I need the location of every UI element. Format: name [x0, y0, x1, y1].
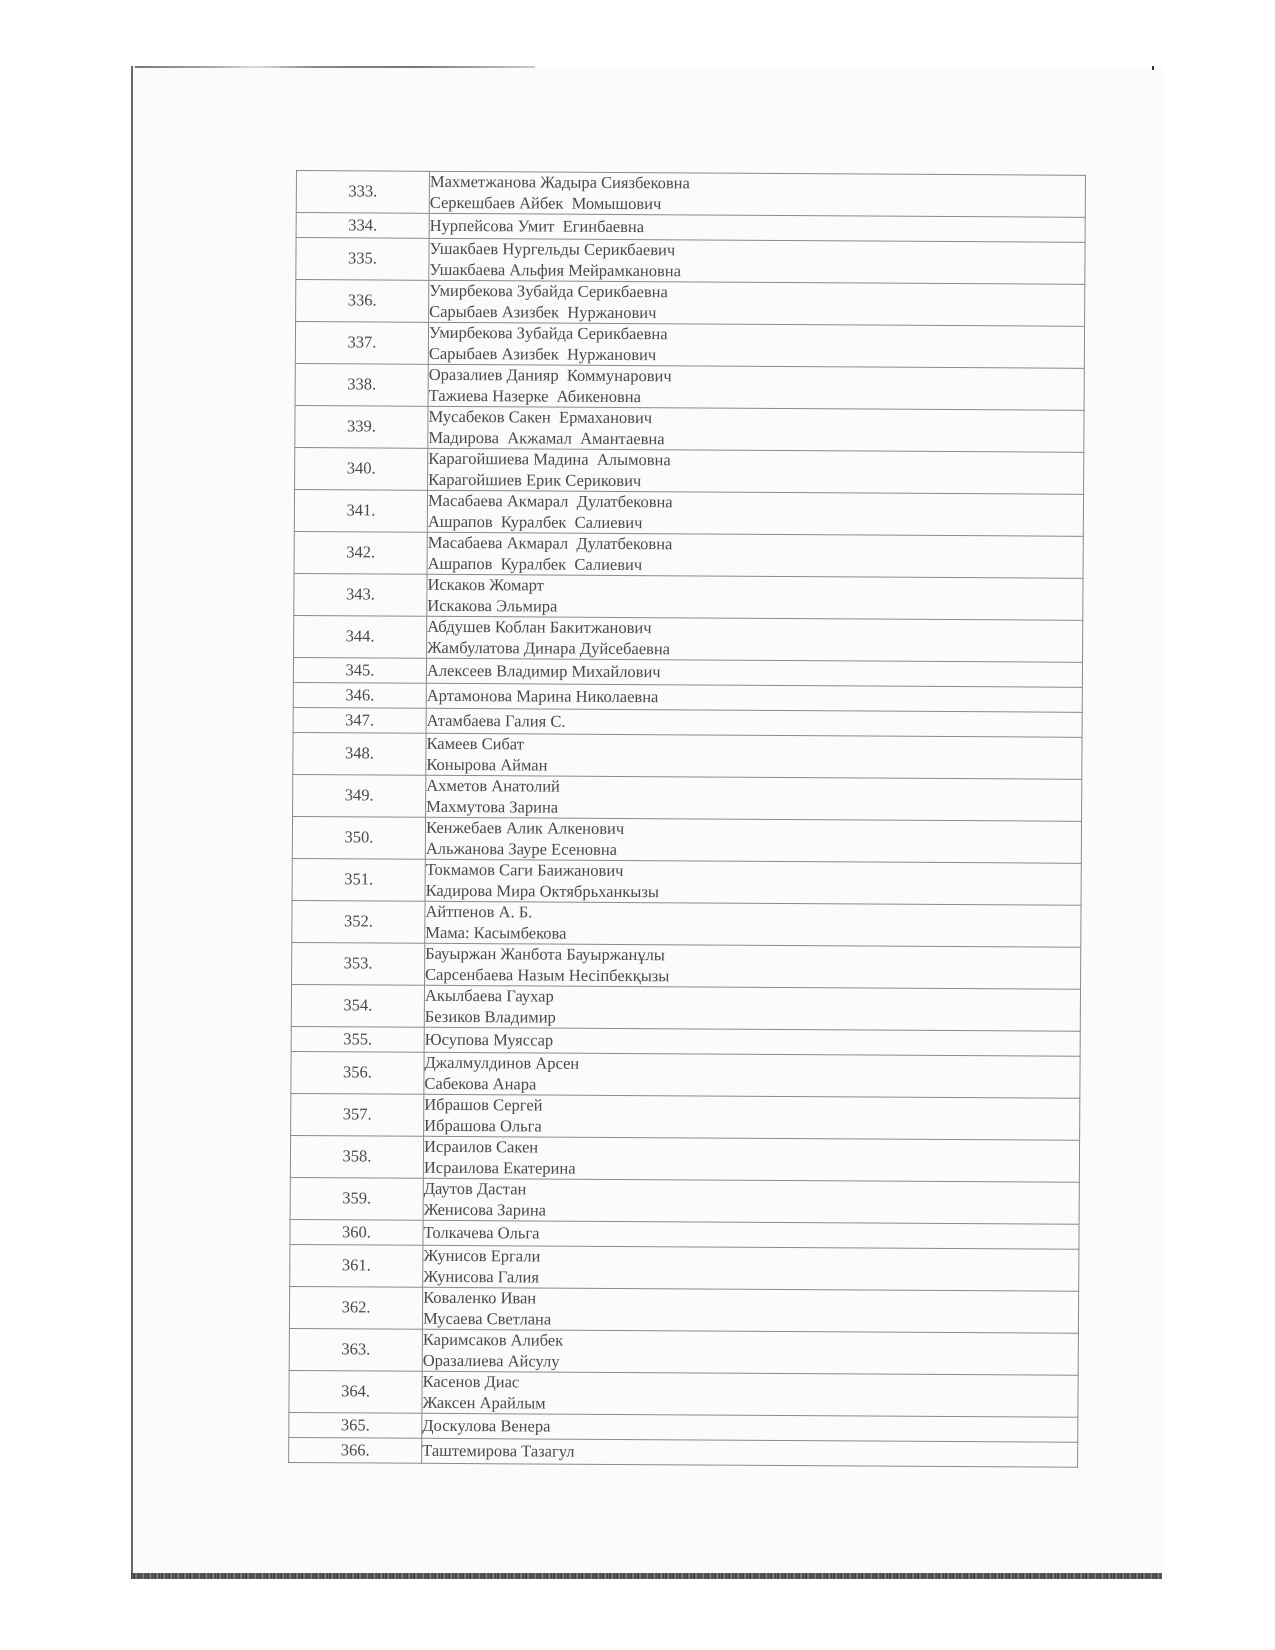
person-name: Карагойшиева Мадина Алымовна	[428, 448, 671, 470]
person-name: Искакова Эльмира	[427, 595, 558, 616]
row-names-cell	[427, 532, 1083, 578]
person-name: Ашрапов Куралбек Салиевич	[427, 511, 643, 532]
person-name: Жамбулатова Динара Дуйсебаевна	[427, 637, 671, 658]
person-name: Сабекова Анара	[424, 1073, 537, 1093]
table-row	[295, 363, 1084, 410]
table-row	[292, 942, 1081, 989]
person-name: Ушакбаева Альфия Мейрамкановна	[429, 259, 682, 280]
row-names-cell	[422, 1329, 1078, 1375]
table-row	[290, 1244, 1079, 1291]
row-names-cell	[424, 1052, 1080, 1098]
person-name: Мусаева Светлана	[422, 1308, 552, 1329]
person-name: Искаков Жомарт	[427, 574, 544, 595]
row-number: 352.	[292, 900, 425, 943]
person-name: Сарсенбаева Назым Несіпбекқызы	[425, 964, 670, 985]
row-number: 366.	[289, 1437, 422, 1463]
row-names-cell	[425, 943, 1081, 989]
table-row	[291, 1093, 1080, 1140]
table-row	[292, 858, 1081, 905]
row-number: 359.	[290, 1177, 423, 1220]
row-number: 333.	[296, 171, 429, 214]
row-names-cell	[428, 322, 1084, 368]
scan-artifact-bottom	[131, 1573, 1162, 1579]
person-name: Мусабеков Сакен Ермаханович	[428, 406, 653, 428]
person-name: Ибрашова Ольга	[424, 1115, 542, 1136]
scan-artifact-top	[135, 66, 535, 68]
row-names-cell	[424, 1094, 1080, 1140]
row-number: 365.	[289, 1412, 422, 1438]
row-names-cell	[424, 985, 1080, 1031]
table-row	[291, 1051, 1080, 1098]
row-names-cell	[423, 1245, 1079, 1291]
person-name: Женисова Зарина	[423, 1199, 547, 1220]
person-name: Ушакбаев Нургельды Серикбаевич	[429, 238, 676, 260]
row-number: 337.	[295, 322, 428, 365]
row-number: 361.	[290, 1244, 423, 1287]
person-name: Атамбаева Галия С.	[426, 710, 566, 731]
row-names-cell	[423, 1136, 1079, 1182]
table-row	[289, 1370, 1078, 1417]
table-row	[289, 1328, 1078, 1375]
person-name: Даутов Дастан	[423, 1178, 527, 1199]
row-number: 340.	[295, 447, 428, 490]
table-row	[291, 984, 1080, 1031]
table-row	[292, 900, 1081, 947]
row-names-cell	[428, 406, 1084, 452]
person-name: Абдушев Коблан Бакитжанович	[427, 616, 652, 638]
row-number: 335.	[296, 238, 429, 281]
row-names-cell	[429, 238, 1085, 284]
person-name: Коваленко Иван	[423, 1287, 537, 1308]
table-row	[290, 1135, 1079, 1182]
person-name: Жунисов Ергали	[423, 1245, 541, 1266]
row-names-cell	[425, 817, 1081, 863]
table-row	[289, 1437, 1078, 1467]
person-name: Исраилов Сакен	[423, 1136, 539, 1157]
table-row	[294, 615, 1083, 662]
person-name: Альжанова Зауре Есеновна	[425, 838, 618, 859]
person-name: Айтпенов А. Б.	[425, 901, 533, 922]
row-number: 363.	[289, 1328, 422, 1371]
person-name: Акылбаева Гаухар	[424, 985, 554, 1006]
row-number: 344.	[294, 615, 427, 658]
table-row	[294, 489, 1083, 536]
table-row	[295, 405, 1084, 452]
row-number: 360.	[290, 1219, 423, 1245]
person-name: Умирбекова Зубайда Серикбаевна	[429, 280, 668, 302]
table-row	[294, 531, 1083, 578]
person-name: Безиков Владимир	[424, 1006, 556, 1027]
person-name: Нурпейсова Умит Егинбаевна	[429, 215, 645, 236]
row-number: 345.	[293, 657, 426, 683]
row-number: 346.	[293, 682, 426, 708]
person-name: Кенжебаев Алик Алкенович	[425, 817, 625, 839]
row-number: 342.	[294, 531, 427, 574]
row-names-cell	[425, 859, 1081, 905]
row-number: 364.	[289, 1370, 422, 1413]
row-number: 353.	[292, 942, 425, 985]
row-names-cell	[429, 171, 1085, 217]
person-name: Артамонова Марина Николаевна	[426, 685, 659, 706]
row-names-cell	[427, 490, 1083, 536]
person-name: Алексеев Владимир Михайлович	[426, 660, 661, 681]
row-number: 349.	[293, 774, 426, 817]
scan-corner-mark	[1152, 66, 1154, 70]
row-names-cell	[429, 280, 1085, 326]
row-names-cell	[427, 574, 1083, 620]
table-row	[290, 1177, 1079, 1224]
person-name: Токмамов Саги Баижанович	[425, 859, 624, 881]
row-names-cell	[425, 901, 1081, 947]
table-row	[294, 573, 1083, 620]
person-name: Жунисова Галия	[423, 1266, 540, 1287]
person-name: Масабаева Акмарал Дулатбековна	[427, 490, 673, 512]
person-name: Бауыржан Жанбота Бауыржанұлы	[425, 943, 665, 965]
person-name: Каримсаков Алибек	[422, 1329, 564, 1350]
person-name: Исраилова Екатерина	[423, 1157, 576, 1178]
person-name: Мама: Касымбекова	[425, 922, 567, 943]
person-name: Камеев Сибат	[426, 733, 525, 754]
row-names-cell	[426, 775, 1082, 821]
table-row	[293, 732, 1082, 779]
person-name: Махметжанова Жадыра Сиязбековна	[429, 171, 690, 193]
person-name: Масабаева Акмарал Дулатбековна	[427, 532, 673, 554]
row-number: 358.	[290, 1135, 423, 1178]
person-name: Касенов Диас	[422, 1371, 520, 1392]
row-number: 356.	[291, 1051, 424, 1094]
person-name: Ибрашов Сергей	[424, 1094, 543, 1115]
row-number: 341.	[294, 489, 427, 532]
row-names-cell	[422, 1287, 1078, 1333]
person-name: Конырова Айман	[426, 754, 548, 775]
table-row	[296, 238, 1085, 285]
row-number: 362.	[289, 1286, 422, 1329]
person-name: Юсупова Муяссар	[424, 1029, 554, 1050]
row-number: 343.	[294, 573, 427, 616]
person-name: Кадирова Мира Октябрьханкызы	[425, 880, 660, 901]
page-edge-shadow	[131, 66, 133, 1578]
person-name: Ашрапов Куралбек Салиевич	[427, 553, 643, 574]
row-number: 357.	[291, 1093, 424, 1136]
row-number: 354.	[291, 984, 424, 1027]
row-number: 334.	[296, 213, 429, 239]
person-name: Таштемирова Тазагул	[422, 1440, 575, 1461]
row-number: 339.	[295, 405, 428, 448]
person-name: Умирбекова Зубайда Серикбаевна	[428, 322, 668, 344]
table-row	[296, 280, 1085, 327]
row-number: 351.	[292, 858, 425, 901]
row-names-cell	[423, 1178, 1079, 1224]
names-table	[288, 170, 1086, 1468]
row-number: 350.	[292, 816, 425, 859]
person-name: Оразалиева Айсулу	[422, 1350, 560, 1371]
row-number: 338.	[295, 363, 428, 406]
row-names-cell	[422, 1438, 1078, 1467]
row-names-cell	[426, 733, 1082, 779]
person-name: Оразалиев Данияр Коммунарович	[428, 364, 672, 386]
table-row	[295, 447, 1084, 494]
row-names-cell	[428, 448, 1084, 494]
row-number: 336.	[296, 280, 429, 323]
person-name: Сарыбаев Азизбек Нуржанович	[429, 301, 657, 322]
person-name: Джалмулдинов Арсен	[424, 1052, 580, 1073]
row-names-cell	[428, 364, 1084, 410]
person-name: Махмутова Зарина	[426, 796, 559, 817]
row-number: 355.	[291, 1026, 424, 1052]
person-name: Тажиева Назерке Абикеновна	[428, 385, 642, 406]
row-number: 347.	[293, 707, 426, 733]
person-name: Мадирова Акжамал Амантаевна	[428, 427, 665, 448]
person-name: Доскулова Венера	[422, 1415, 551, 1436]
names-table-body	[289, 171, 1086, 1468]
table-row	[295, 322, 1084, 369]
table-row	[292, 816, 1081, 863]
row-number: 348.	[293, 732, 426, 775]
person-name: Толкачева Ольга	[423, 1222, 540, 1243]
person-name: Ахметов Анатолий	[426, 775, 560, 796]
row-names-cell	[422, 1371, 1078, 1417]
table-row	[296, 171, 1085, 218]
table-row	[293, 774, 1082, 821]
row-names-cell	[427, 616, 1083, 662]
person-name: Карагойшиев Ерик Серикович	[428, 469, 642, 490]
person-name: Жаксен Арайлым	[422, 1392, 546, 1413]
person-name: Серкешбаев Айбек Момышович	[429, 192, 662, 213]
table-row	[289, 1286, 1078, 1333]
person-name: Сарыбаев Азизбек Нуржанович	[428, 343, 657, 364]
